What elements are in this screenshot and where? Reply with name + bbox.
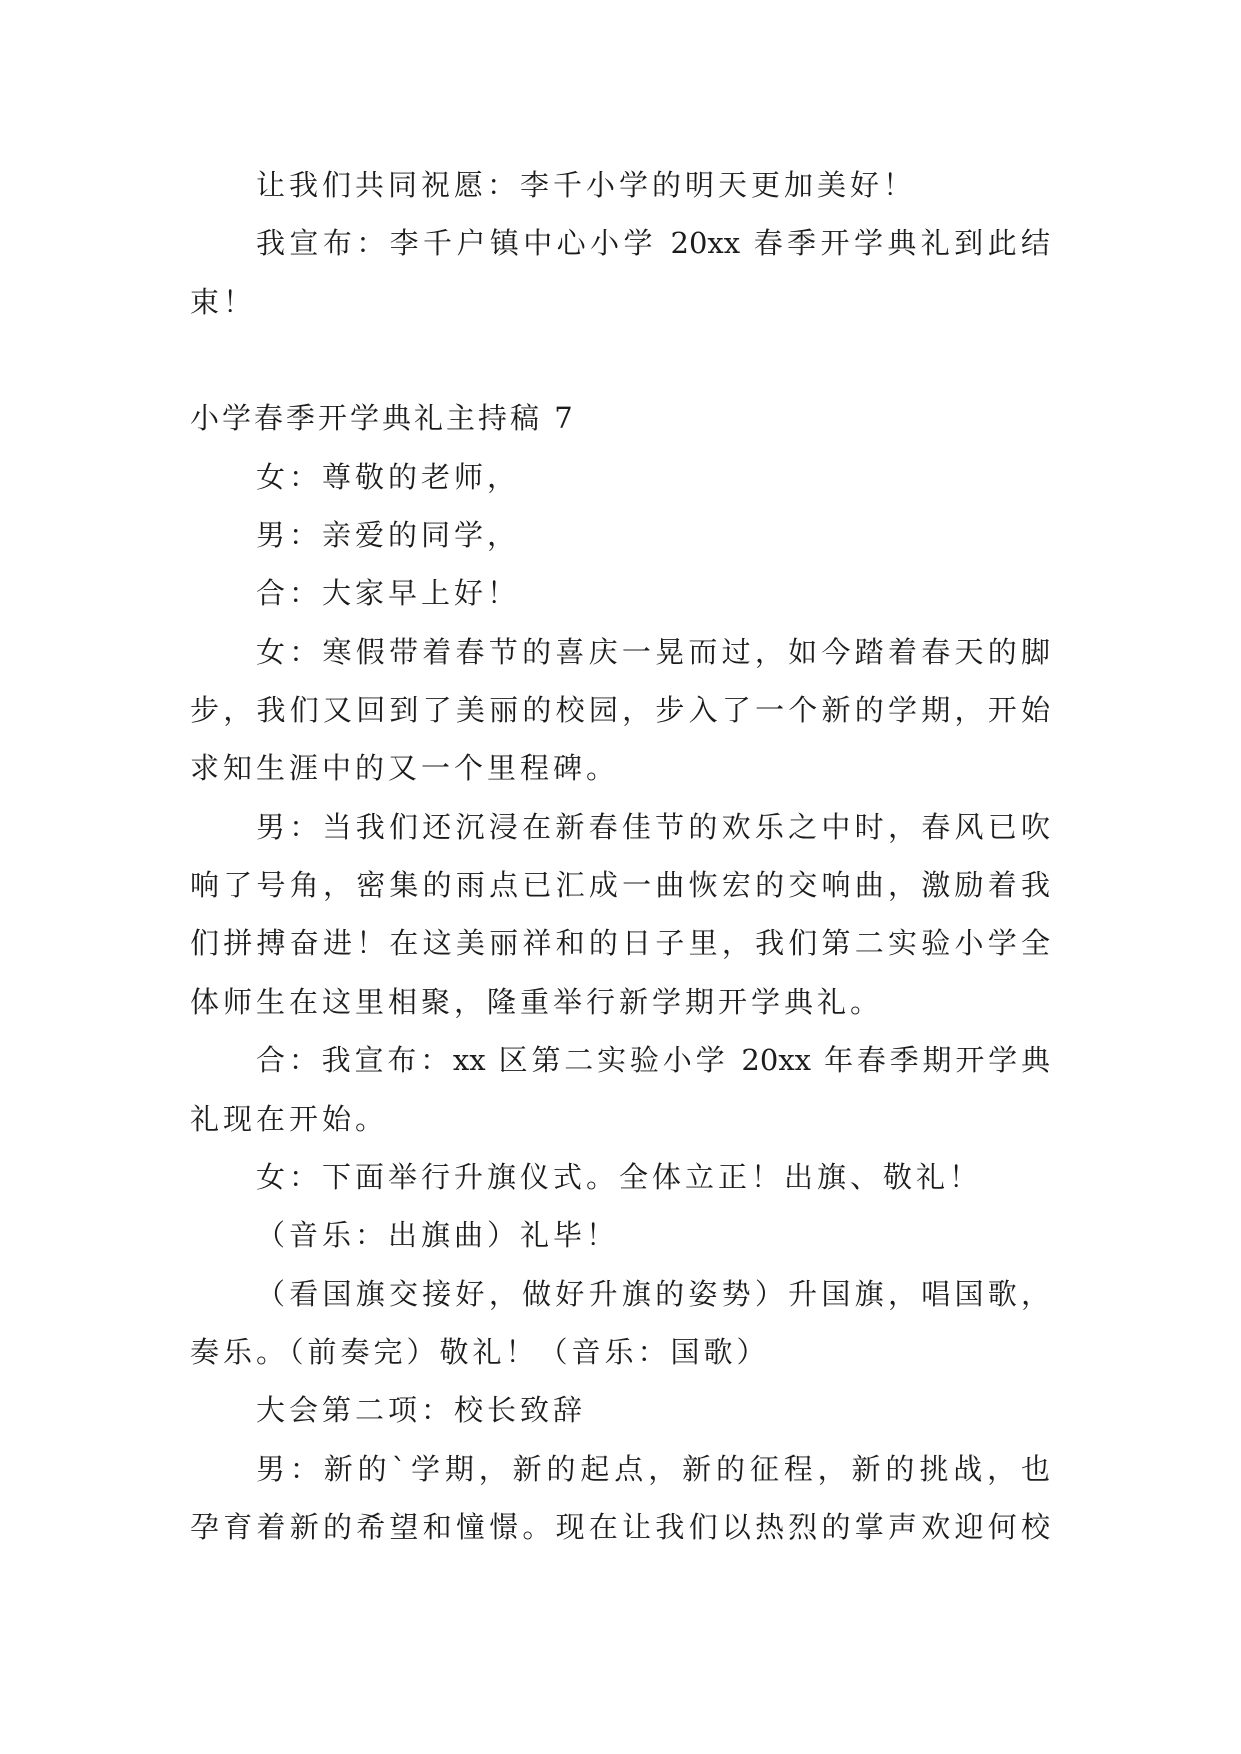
blank-line (190, 331, 1050, 389)
paragraph (190, 448, 1050, 506)
paragraph-line: 女：寒假带着春节的喜庆一晃而过，如今踏着春天的脚 (256, 634, 1050, 669)
paragraph-line: 奏乐。（前奏完）敬礼！（音乐：国歌） (190, 1334, 770, 1369)
paragraph (190, 564, 1050, 622)
paragraph-line: 体师生在这里相聚，隆重举行新学期开学典礼。 (190, 984, 884, 1019)
paragraph (190, 623, 1050, 798)
paragraph (190, 1440, 1050, 1557)
paragraph-line: 孕育着新的希望和憧憬。现在让我们以热烈的掌声欢迎何校 (190, 1509, 1050, 1544)
paragraph-line: 女：尊敬的老师， (256, 459, 521, 494)
paragraph-line: 们拼搏奋进！在这美丽祥和的日子里，我们第二实验小学全 (190, 926, 1050, 961)
paragraph (190, 1031, 1050, 1148)
paragraph-line: 男：亲爱的同学， (256, 518, 521, 553)
section-title: 小学春季开学典礼主持稿 7 (190, 401, 576, 436)
paragraph-line: 礼现在开始。 (190, 1101, 389, 1136)
paragraph-line: 合：大家早上好！ (256, 576, 521, 611)
paragraph-line: 步，我们又回到了美丽的校园，步入了一个新的学期，开始 (190, 693, 1050, 728)
paragraph (190, 506, 1050, 564)
paragraph-line: 男：当我们还沉浸在新春佳节的欢乐之中时，春风已吹 (256, 809, 1050, 844)
paragraph (190, 1265, 1050, 1382)
paragraph-line: 男：新的`学期，新的起点，新的征程，新的挑战，也 (256, 1451, 1050, 1486)
paragraph-line: 女：下面举行升旗仪式。全体立正！出旗、敬礼！ (256, 1159, 983, 1194)
paragraph-line: 响了号角，密集的雨点已汇成一曲恢宏的交响曲，激励着我 (190, 868, 1050, 903)
paragraph (190, 798, 1050, 1031)
paragraph (190, 214, 1050, 331)
document-body (190, 156, 1050, 1556)
paragraph-line: 求知生涯中的又一个里程碑。 (190, 751, 620, 786)
paragraph-line: 束！ (190, 284, 257, 319)
paragraph (190, 1206, 1050, 1264)
paragraph-line: 我宣布：李千户镇中心小学 20xx 春季开学典礼到此结 (256, 226, 1050, 261)
paragraph-line: 大会第二项：校长致辞 (256, 1393, 587, 1428)
paragraph (190, 1148, 1050, 1206)
paragraph (190, 1381, 1050, 1439)
paragraph-line: 合：我宣布：xx 区第二实验小学 20xx 年春季期开学典 (256, 1043, 1050, 1078)
paragraph (190, 156, 1050, 214)
paragraph-line: （音乐：出旗曲）礼毕！ (256, 1218, 620, 1253)
paragraph-line: （看国旗交接好，做好升旗的姿势）升国旗，唱国歌， (256, 1276, 1050, 1311)
paragraph-line: 让我们共同祝愿：李千小学的明天更加美好！ (256, 168, 917, 202)
